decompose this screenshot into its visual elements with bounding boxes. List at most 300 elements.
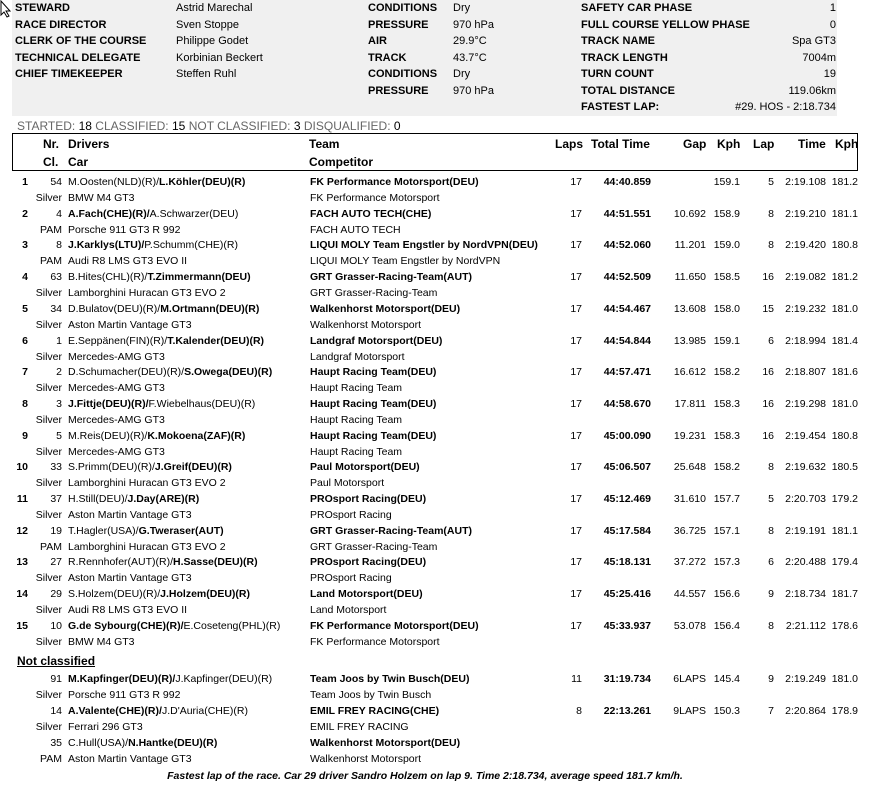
drivers-cell (68, 620, 280, 632)
gap-cell: 16.612 (673, 366, 706, 379)
car-number-cell: 3 (56, 397, 62, 410)
driver-1-name: E.Seppänen(FIN)(R)/ (68, 334, 168, 347)
laps-cell: 17 (570, 334, 582, 347)
best-kph-cell: 180.8 (831, 429, 858, 442)
total-time-cell: 45:17.584 (603, 524, 651, 537)
condition-value: Dry (453, 68, 471, 80)
car-cell: Lamborghini Huracan GT3 EVO 2 (68, 540, 226, 553)
driver-1-name: A.Fach(CHE)(R)/ (68, 207, 150, 220)
official-label: CHIEF TIMEKEEPER (15, 68, 123, 80)
kph-cell: 157.7 (713, 493, 740, 505)
kph-cell: 157.1 (713, 524, 740, 537)
laps-cell: 17 (570, 397, 582, 410)
car-number-cell: 14 (50, 705, 62, 717)
best-lap-cell: 8 (768, 239, 774, 252)
gap-cell: 25.648 (673, 461, 706, 474)
track-info-label: TURN COUNT (581, 68, 654, 80)
condition-label: AIR (368, 35, 387, 47)
car-number-cell: 29 (50, 588, 62, 601)
official-label: RACE DIRECTOR (15, 18, 107, 31)
best-kph-cell: 179.4 (831, 556, 858, 569)
drivers-cell (68, 588, 250, 600)
driver-2-name: E.Coseteng(PHL)(R) (183, 619, 281, 632)
best-kph-cell: 181.4 (831, 334, 858, 347)
kph-cell: 156.4 (713, 619, 740, 632)
class-cell: Silver (35, 192, 62, 204)
track-info-label: TOTAL DISTANCE (581, 84, 675, 97)
kph-cell: 145.4 (713, 673, 740, 685)
kph-cell: 158.2 (713, 461, 740, 474)
class-cell: PAM (40, 255, 62, 268)
pos-cell: 12 (16, 524, 28, 537)
total-time-cell: 45:18.131 (603, 556, 651, 569)
drivers-cell (68, 303, 259, 315)
team-cell: PROsport Racing(DEU) (310, 493, 427, 505)
gap-cell: 53.078 (673, 619, 706, 632)
kph-cell: 158.2 (713, 366, 740, 379)
gap-cell: 13.608 (673, 302, 706, 315)
car-cell: Aston Martin Vantage GT3 (68, 509, 192, 521)
summary-not-classified-label: NOT CLASSIFIED: (188, 119, 291, 133)
header-lap: Lap (753, 137, 775, 151)
condition-label: CONDITIONS (368, 2, 438, 14)
drivers-cell (68, 493, 199, 505)
car-number-cell: 27 (50, 556, 62, 569)
best-lap-cell: 8 (768, 524, 774, 537)
pos-cell: 13 (16, 556, 28, 569)
class-cell: Silver (35, 604, 62, 617)
driver-1-name: M.Reis(DEU)(R)/ (68, 429, 148, 442)
driver-2-name: H.Sasse(DEU)(R) (173, 556, 258, 569)
best-lap-cell: 8 (768, 461, 774, 474)
best-lap-cell: 16 (762, 366, 774, 379)
competitor-cell: Paul Motorsport (310, 477, 385, 490)
best-kph-cell: 181.0 (831, 673, 858, 685)
class-cell: Silver (35, 509, 62, 521)
car-cell: BMW M4 GT3 (68, 635, 135, 648)
car-cell: Mercedes-AMG GT3 (68, 445, 165, 458)
car-number-cell: 34 (50, 302, 62, 315)
car-cell: Audi R8 LMS GT3 EVO II (68, 604, 188, 617)
gap-cell: 44.557 (673, 588, 706, 601)
official-label: STEWARD (15, 2, 70, 14)
pos-cell: 5 (22, 302, 28, 315)
drivers-cell (68, 737, 217, 749)
class-cell: Silver (35, 318, 62, 331)
total-time-cell: 45:25.416 (603, 588, 651, 601)
team-cell: Team Joos by Twin Busch(DEU) (310, 673, 470, 685)
team-cell: Walkenhorst Motorsport(DEU) (310, 302, 461, 315)
total-time-cell: 44:51.551 (603, 207, 651, 220)
header-total-time: Total Time (591, 137, 650, 151)
class-cell: PAM (40, 753, 62, 765)
drivers-cell (68, 398, 255, 410)
team-cell: Haupt Racing Team(DEU) (310, 429, 437, 442)
best-kph-cell: 181.7 (831, 588, 858, 601)
fastest-lap-note: Fastest lap of the race. Car 29 driver Sandro Holzem on lap 9. Time 2:18.734, average speed 181.7 km/h. (167, 770, 683, 782)
car-number-cell: 37 (50, 493, 62, 505)
best-lap-cell: 16 (762, 271, 774, 284)
header-car: Car (68, 155, 89, 169)
class-cell: Silver (35, 382, 62, 395)
driver-1-name: J.Fittje(DEU)(R)/ (68, 397, 149, 410)
summary-started-label: STARTED: (17, 119, 76, 133)
condition-value: 970 hPa (453, 84, 494, 97)
gap-cell: 19.231 (673, 429, 706, 442)
best-time-cell: 2:19.454 (785, 429, 826, 442)
laps-cell: 17 (570, 429, 582, 442)
official-value: Korbinian Beckert (176, 51, 263, 64)
kph-cell: 157.3 (713, 556, 740, 569)
summary-classified-label: CLASSIFIED: (95, 119, 169, 133)
car-cell: Lamborghini Huracan GT3 EVO 2 (68, 477, 226, 490)
car-cell: Mercedes-AMG GT3 (68, 382, 165, 395)
track-info-value: #29. HOS - 2:18.734 (735, 101, 836, 113)
best-kph-cell: 180.5 (831, 461, 858, 474)
total-time-cell: 45:33.937 (603, 619, 651, 632)
header-competitor: Competitor (309, 155, 373, 169)
condition-value: 43.7°C (453, 51, 487, 64)
total-time-cell: 45:00.090 (603, 429, 651, 442)
car-cell: Lamborghini Huracan GT3 EVO 2 (68, 287, 226, 300)
best-kph-cell: 178.6 (831, 619, 858, 632)
car-number-cell: 33 (50, 461, 62, 474)
header-laps: Laps (555, 137, 584, 151)
total-time-cell: 44:58.670 (603, 397, 651, 410)
header-team: Team (309, 137, 340, 151)
total-time-cell: 45:06.507 (603, 461, 651, 474)
condition-value: Dry (453, 2, 471, 14)
driver-2-name: P.Schumm(CHE)(R) (144, 239, 238, 252)
drivers-cell (68, 525, 224, 537)
driver-1-name: H.Still(DEU)/ (68, 493, 128, 505)
track-info-value: Spa GT3 (791, 35, 836, 47)
driver-1-name: M.Kapfinger(DEU)(R)/ (68, 673, 176, 685)
competitor-cell: Walkenhorst Motorsport (310, 753, 422, 765)
driver-2-name: J.Greif(DEU)(R) (154, 461, 232, 474)
pos-cell: 7 (22, 366, 28, 379)
pos-cell: 11 (16, 493, 28, 505)
track-info-label: FULL COURSE YELLOW PHASE (581, 18, 750, 31)
laps-cell: 17 (570, 619, 582, 632)
gap-cell: 17.811 (674, 397, 706, 410)
results-table-header (12, 133, 858, 171)
pos-cell: 2 (22, 207, 28, 220)
driver-2-name: G.Tweraser(AUT) (138, 524, 224, 537)
drivers-cell (68, 208, 238, 220)
gap-cell: 31.610 (673, 493, 706, 505)
best-lap-cell: 8 (768, 619, 774, 632)
car-number-cell: 91 (50, 673, 62, 685)
track-info-label: FASTEST LAP: (581, 101, 660, 113)
team-cell: GRT Grasser-Racing-Team(AUT) (310, 271, 473, 284)
track-info-label: SAFETY CAR PHASE (581, 2, 693, 14)
total-time-cell: 31:19.734 (603, 673, 651, 685)
best-lap-cell: 16 (762, 397, 774, 410)
driver-2-name: N.Hantke(DEU)(R) (128, 737, 218, 749)
team-cell: Land Motorsport(DEU) (310, 588, 423, 601)
car-number-cell: 35 (50, 737, 62, 749)
laps-cell: 17 (570, 207, 582, 220)
track-info-value: 1 (829, 2, 836, 14)
gap-cell: 13.985 (673, 334, 706, 347)
best-kph-cell: 179.2 (831, 493, 858, 505)
pos-cell: 4 (22, 271, 28, 284)
condition-label: CONDITIONS (368, 68, 438, 80)
best-lap-cell: 16 (762, 429, 774, 442)
best-time-cell: 2:19.232 (785, 302, 826, 315)
best-time-cell: 2:18.734 (785, 588, 826, 601)
team-cell: FK Performance Motorsport(DEU) (310, 619, 479, 632)
summary-started-value: 18 (78, 119, 92, 133)
best-time-cell: 2:20.864 (785, 705, 826, 717)
car-cell: Aston Martin Vantage GT3 (68, 318, 192, 331)
team-cell: Landgraf Motorsport(DEU) (310, 334, 443, 347)
total-time-cell: 44:40.859 (603, 176, 651, 188)
drivers-cell (68, 176, 245, 188)
pos-cell: 10 (16, 461, 28, 474)
driver-2-name: T.Zimmermann(DEU) (147, 271, 251, 284)
gap-cell: 10.692 (673, 207, 706, 220)
best-time-cell: 2:18.994 (785, 334, 826, 347)
gap-cell: 37.272 (673, 556, 706, 569)
gap-cell: 36.725 (673, 524, 706, 537)
class-cell: Silver (35, 445, 62, 458)
class-cell: Silver (35, 721, 62, 733)
best-kph-cell: 181.0 (831, 397, 858, 410)
laps-cell: 17 (570, 176, 582, 188)
official-value: Astrid Marechal (176, 2, 253, 14)
official-value: Sven Stoppe (176, 18, 239, 31)
best-time-cell: 2:19.108 (785, 176, 826, 188)
pos-cell: 15 (16, 619, 28, 632)
summary-disqualified-label: DISQUALIFIED: (303, 119, 391, 133)
best-time-cell: 2:19.632 (785, 461, 826, 474)
class-cell: Silver (35, 689, 62, 701)
best-time-cell: 2:19.191 (785, 524, 826, 537)
gap-cell: 6LAPS (673, 673, 706, 685)
cursor-arrow-icon (0, 0, 12, 18)
best-kph-cell: 181.2 (831, 176, 858, 188)
laps-cell: 8 (576, 705, 582, 717)
competitor-cell: FK Performance Motorsport (310, 192, 440, 204)
best-time-cell: 2:19.210 (785, 207, 826, 220)
condition-value: 970 hPa (453, 18, 494, 31)
official-label: TECHNICAL DELEGATE (15, 51, 141, 64)
best-time-cell: 2:19.420 (785, 239, 826, 252)
condition-label: PRESSURE (368, 18, 429, 31)
competitor-cell: Walkenhorst Motorsport (310, 318, 422, 331)
kph-cell: 159.1 (713, 176, 740, 188)
total-time-cell: 44:57.471 (603, 366, 651, 379)
car-cell: Porsche 911 GT3 R 992 (68, 689, 181, 701)
competitor-cell: Landgraf Motorsport (310, 350, 405, 363)
driver-2-name: K.Mokoena(ZAF)(R) (147, 429, 246, 442)
pos-cell: 1 (22, 176, 28, 188)
gap-cell: 11.650 (674, 271, 706, 284)
car-number-cell: 1 (56, 334, 62, 347)
best-lap-cell: 5 (768, 493, 774, 505)
pos-cell: 9 (22, 429, 28, 442)
drivers-cell (68, 366, 272, 378)
class-cell: PAM (40, 540, 62, 553)
laps-cell: 17 (570, 366, 582, 379)
header-nr: Nr. (43, 137, 60, 151)
summary-line (17, 119, 401, 133)
competitor-cell: EMIL FREY RACING (310, 721, 409, 733)
car-number-cell: 4 (56, 207, 62, 220)
best-kph-cell: 181.6 (831, 366, 858, 379)
driver-2-name: J.D'Auria(CHE)(R) (161, 705, 248, 717)
driver-1-name: J.Karklys(LTU)/ (68, 239, 145, 252)
competitor-cell: GRT Grasser-Racing-Team (310, 287, 438, 300)
track-info-value: 0 (829, 18, 836, 31)
driver-2-name: J.Holzem(DEU)(R) (160, 588, 251, 601)
team-cell: Paul Motorsport(DEU) (310, 461, 420, 474)
laps-cell: 17 (570, 524, 582, 537)
team-cell: Walkenhorst Motorsport(DEU) (310, 737, 461, 749)
total-time-cell: 45:12.469 (603, 493, 651, 505)
driver-1-name: S.Holzem(DEU)(R)/ (68, 588, 161, 601)
driver-2-name: A.Schwarzer(DEU) (149, 207, 239, 220)
laps-cell: 17 (570, 239, 582, 252)
track-info-label: TRACK LENGTH (581, 51, 668, 64)
best-time-cell: 2:19.082 (785, 271, 826, 284)
team-cell: LIQUI MOLY Team Engstler by NordVPN(DEU) (310, 239, 538, 252)
team-cell: FACH AUTO TECH(CHE) (310, 207, 432, 220)
team-cell: GRT Grasser-Racing-Team(AUT) (310, 524, 473, 537)
driver-2-name: T.Kalender(DEU)(R) (167, 334, 265, 347)
best-lap-cell: 8 (768, 207, 774, 220)
laps-cell: 17 (570, 461, 582, 474)
drivers-cell (68, 556, 258, 568)
kph-cell: 158.0 (713, 302, 740, 315)
car-cell: Mercedes-AMG GT3 (68, 413, 165, 426)
team-cell: Haupt Racing Team(DEU) (310, 397, 437, 410)
car-cell: Audi R8 LMS GT3 EVO II (68, 255, 188, 268)
best-time-cell: 2:20.488 (785, 556, 826, 569)
best-kph-cell: 181.0 (831, 302, 858, 315)
best-kph-cell: 180.8 (831, 239, 858, 252)
competitor-cell: PROsport Racing (310, 509, 392, 521)
driver-1-name: D.Bulatov(DEU)(R)/ (68, 302, 161, 315)
driver-2-name: S.Owega(DEU)(R) (184, 366, 273, 379)
car-number-cell: 8 (56, 239, 62, 252)
class-cell: Silver (35, 477, 62, 490)
competitor-cell: PROsport Racing (310, 572, 392, 585)
driver-1-name: D.Schumacher(DEU)(R)/ (68, 366, 185, 379)
laps-cell: 17 (570, 588, 582, 601)
best-time-cell: 2:18.807 (785, 366, 826, 379)
condition-value: 29.9°C (453, 35, 487, 47)
class-cell: Silver (35, 572, 62, 585)
kph-cell: 150.3 (713, 705, 740, 717)
car-number-cell: 19 (50, 524, 62, 537)
team-cell: FK Performance Motorsport(DEU) (310, 176, 479, 188)
class-cell: Silver (35, 350, 62, 363)
total-time-cell: 44:52.509 (603, 271, 651, 284)
total-time-cell: 44:52.060 (603, 239, 651, 252)
driver-1-name: R.Rennhofer(AUT)(R)/ (68, 556, 174, 569)
competitor-cell: Land Motorsport (310, 604, 387, 617)
summary-disqualified-value: 0 (393, 119, 401, 133)
best-lap-cell: 9 (768, 673, 774, 685)
track-info-value: 19 (823, 68, 836, 80)
car-cell: Mercedes-AMG GT3 (68, 350, 165, 363)
driver-1-name: B.Hites(CHL)(R)/ (68, 271, 148, 284)
pos-cell: 8 (22, 397, 28, 410)
kph-cell: 158.9 (713, 207, 740, 220)
track-info-value: 7004m (802, 51, 836, 64)
team-cell: EMIL FREY RACING(CHE) (310, 705, 440, 717)
total-time-cell: 44:54.844 (603, 334, 651, 347)
header-best-kph: Kph (835, 137, 859, 151)
drivers-cell (68, 430, 245, 442)
summary-not-classified-value: 3 (293, 119, 301, 133)
competitor-cell: FACH AUTO TECH (310, 223, 401, 236)
laps-cell: 11 (571, 673, 582, 685)
best-time-cell: 2:19.298 (785, 397, 826, 410)
car-cell: Porsche 911 GT3 R 992 (68, 223, 181, 236)
class-cell: Silver (35, 287, 62, 300)
best-lap-cell: 15 (762, 302, 774, 315)
kph-cell: 158.3 (713, 397, 740, 410)
pos-cell: 3 (22, 239, 28, 252)
drivers-cell (68, 705, 248, 717)
total-time-cell: 44:54.467 (603, 302, 651, 315)
kph-cell: 159.1 (713, 334, 740, 347)
competitor-cell: Haupt Racing Team (310, 382, 403, 395)
driver-1-name: S.Primm(DEU)(R)/ (68, 461, 155, 474)
competitor-cell: Haupt Racing Team (310, 413, 403, 426)
official-value: Philippe Godet (176, 35, 249, 47)
summary-classified-value: 15 (171, 119, 186, 133)
header-drivers: Drivers (68, 137, 110, 151)
driver-2-name: L.Köhler(DEU)(R) (159, 176, 246, 188)
best-lap-cell: 9 (768, 588, 774, 601)
car-cell: Aston Martin Vantage GT3 (68, 753, 192, 765)
driver-1-name: G.de Sybourg(CHE)(R)/ (68, 619, 184, 632)
total-time-cell: 22:13.261 (603, 705, 651, 717)
driver-2-name: F.Wiebelhaus(DEU)(R) (148, 397, 256, 410)
laps-cell: 17 (570, 556, 582, 569)
class-cell: PAM (40, 223, 62, 236)
condition-label: TRACK (368, 51, 407, 64)
official-value: Steffen Ruhl (176, 68, 237, 80)
car-number-cell: 10 (50, 619, 62, 632)
driver-1-name: C.Hull(USA)/ (68, 737, 129, 749)
competitor-cell: GRT Grasser-Racing-Team (310, 540, 438, 553)
best-kph-cell: 181.2 (831, 271, 858, 284)
kph-cell: 158.3 (713, 429, 740, 442)
official-label: CLERK OF THE COURSE (15, 35, 147, 47)
driver-2-name: M.Ortmann(DEU)(R) (160, 302, 260, 315)
driver-2-name: J.Kapfinger(DEU)(R) (175, 673, 273, 685)
class-cell: Silver (35, 635, 62, 648)
best-kph-cell: 181.1 (831, 524, 858, 537)
best-time-cell: 2:19.249 (785, 673, 826, 685)
driver-2-name: J.Day(ARE)(R) (127, 493, 200, 505)
driver-1-name: T.Hagler(USA)/ (68, 524, 139, 537)
drivers-cell (68, 461, 232, 473)
drivers-cell (68, 673, 272, 685)
gap-cell: 9LAPS (673, 705, 706, 717)
car-cell: Aston Martin Vantage GT3 (68, 572, 192, 585)
best-lap-cell: 6 (768, 334, 774, 347)
header-gap: Gap (683, 137, 707, 151)
laps-cell: 17 (570, 493, 582, 505)
track-info-value: 119.06km (788, 84, 836, 97)
